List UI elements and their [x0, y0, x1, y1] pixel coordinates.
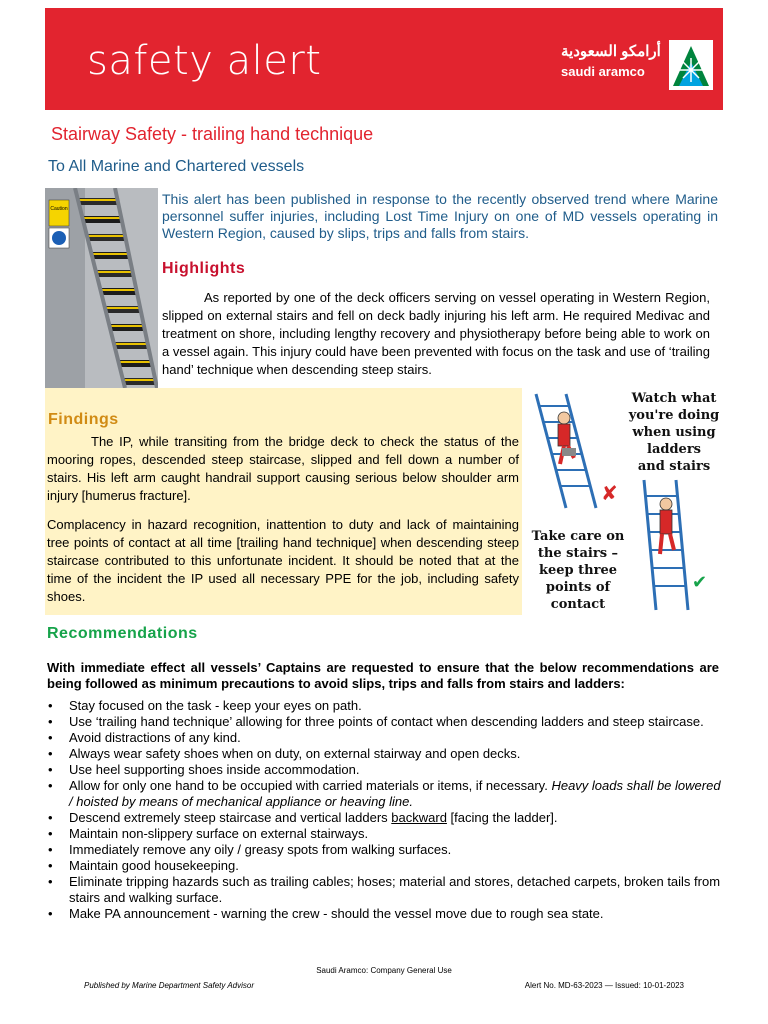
company-logo	[553, 38, 713, 98]
highlights-paragraph	[162, 289, 710, 379]
stair-nosing-strip	[111, 325, 143, 327]
footer-classification: Saudi Aramco: Company General Use	[316, 966, 452, 975]
recommendations-heading: Recommendations	[47, 625, 198, 642]
right-mark-icon: ✔	[692, 572, 708, 592]
caption-line: keep three	[538, 563, 617, 578]
stair-nosing-strip	[120, 361, 151, 363]
footer-alert-number: Alert No. MD-63-2023 — Issued: 10-01-2023	[524, 981, 684, 990]
sign-caution-text: Caution	[50, 206, 68, 212]
intro-paragraph: This alert has been published in response to the recently observed trend where Marine personnel suffer injuries, including Lost Time Injury on one of MD vessels operating in Western Region, caused by slips, trips and falls from stairs.	[162, 191, 718, 241]
list-item	[47, 778, 721, 810]
list-item-underlined-text: backward	[391, 810, 447, 825]
caption-line: ladders	[647, 442, 701, 457]
logo-arabic-text: أرامكو السعودية	[561, 43, 661, 60]
stair-nosing-strip	[116, 343, 148, 345]
list-item: • Stay focused on the task - keep your eyes on path.	[47, 698, 721, 714]
caption-line: Watch what	[631, 391, 717, 406]
stair-nosing-strip	[125, 379, 155, 381]
list-item: • Eliminate tripping hazards such as trailing cables; hoses; material and stores, detached carpets, broken tails from stairs and walking surface.	[47, 874, 721, 906]
list-item-text: [facing the ladder].	[450, 810, 558, 825]
header-banner	[45, 8, 723, 110]
poster-caption-top	[626, 390, 722, 475]
list-item: • Always wear safety shoes when on duty, on external stairway and open decks.	[47, 746, 721, 762]
findings-text-1: The IP, while transiting from the bridge deck to check the status of the mooring ropes, descended steep staircase, slipped and fell down a number of stairs. His left arm caught handrail support causing serious below shoulder arm injury [humerus fracture].	[47, 434, 519, 503]
findings-paragraph-1	[47, 433, 519, 505]
caption-line: contact	[550, 597, 606, 612]
recommendations-list	[47, 698, 721, 922]
caption-line: and stairs	[637, 459, 711, 474]
poster-caption-bottom	[528, 528, 628, 613]
caption-line: when using	[632, 425, 716, 440]
stair-nosing-strip	[88, 235, 124, 237]
stair-nosing-strip	[84, 217, 121, 219]
aramco-star-icon	[669, 40, 713, 90]
recommendations-intro: With immediate effect all vessels’ Captains are requested to ensure that the below recommendations are being followed as minimum precautions to avoid slips, trips and falls from stairs and ladders:	[47, 660, 719, 691]
list-item: • Use heel supporting shoes inside accommodation.	[47, 762, 721, 778]
list-item: • Maintain good housekeeping.	[47, 858, 721, 874]
stair-nosing-strip	[79, 199, 117, 201]
stair-nosing-strip	[97, 271, 132, 273]
wrong-mark-icon: ✘	[601, 483, 618, 505]
list-item: • Immediately remove any oily / greasy spots from walking surfaces.	[47, 842, 721, 858]
caption-line: you're doing	[628, 408, 720, 423]
list-item-italic-text: Heavy loads shall be lowered / hoisted by means of mechanical appliance or heaving line.	[69, 778, 721, 809]
list-item-text: Allow for only one hand to be occupied with carried materials or items, if necessary.	[69, 778, 548, 793]
list-item: • Make PA announcement - warning the crew - should the vessel move due to rough sea state.	[47, 906, 721, 922]
stair-nosing-strip	[107, 307, 140, 309]
list-item: • Maintain non-slippery surface on external stairways.	[47, 826, 721, 842]
alert-subtitle: To All Marine and Chartered vessels	[48, 158, 305, 175]
list-item-text: Descend extremely steep staircase and vertical ladders	[69, 810, 388, 825]
stair-nosing-strip	[102, 289, 136, 291]
banner-title: safety alert	[87, 38, 322, 84]
stairway-photo	[45, 188, 158, 388]
highlights-text: As reported by one of the deck officers serving on vessel operating in Western Region, slipped on external stairs and fell on deck badly injuring his left arm. He required Medivac and treatment on shore, including lengthy recovery and physiotherapy before being able to work on a vessel again. This injury could have been prevented with focus on the task and use of ‘trailing hand’ technique when descending steep stairs.	[162, 290, 710, 377]
caption-line: the stairs –	[537, 546, 619, 561]
highlights-heading: Highlights	[162, 260, 246, 277]
ladder-safety-poster	[526, 388, 722, 618]
logo-english-text: saudi aramco	[561, 64, 645, 79]
footer-publisher: Published by Marine Department Safety Advisor	[84, 981, 255, 990]
list-item: • Avoid distractions of any kind.	[47, 730, 721, 746]
list-item: • Use ‘trailing hand technique’ allowing for three points of contact when descending ladders and steep staircase.	[47, 714, 721, 730]
caption-line: points of	[545, 580, 611, 595]
findings-heading: Findings	[48, 411, 119, 428]
caption-line: Take care on	[531, 529, 625, 544]
list-item	[47, 810, 721, 826]
findings-paragraph-2: Complacency in hazard recognition, inattention to duty and lack of maintaining tree points of contact at all time [trailing hand technique] when descending steep staircase contributed to this unfortunate incident. It should be noted that at the time of the incident the IP used all necessary PPE for the job, including safety shoes.	[47, 517, 519, 604]
alert-title: Stairway Safety - trailing hand technique	[51, 124, 374, 144]
stair-nosing-strip	[93, 253, 129, 255]
